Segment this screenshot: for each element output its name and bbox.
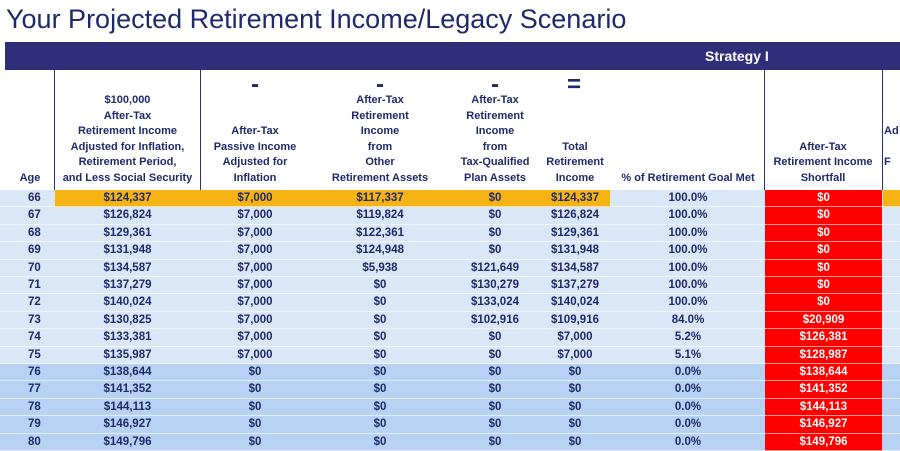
cell-goal: 100.0%: [668, 261, 708, 274]
header-total-line: Total: [562, 140, 588, 153]
cell-passive: $7,000: [237, 244, 273, 257]
first-row-highlight: [883, 190, 900, 207]
cell-age: 77: [28, 383, 41, 396]
cell-goal: 5.1%: [674, 348, 702, 361]
cell-shortfall: $126,381: [799, 331, 848, 344]
cell-base: $133,381: [103, 331, 152, 344]
cell-taxq: $0: [488, 400, 502, 413]
cell-taxq: $130,279: [471, 279, 519, 291]
header-taxq-line: Retirement: [466, 109, 524, 122]
table-row: [0, 190, 900, 207]
column-divider: [54, 70, 55, 190]
cell-base: $124,337: [103, 192, 152, 204]
cell-shortfall: $128,987: [799, 348, 848, 361]
cell-age: 71: [28, 279, 41, 291]
cell-age: 67: [28, 209, 41, 222]
header-other-assets: [320, 93, 440, 186]
column-header-row: [0, 70, 900, 190]
header-other-line: from: [367, 140, 393, 153]
cell-base: $130,825: [103, 313, 152, 326]
cell-age: 69: [28, 244, 41, 257]
header-passive-line: Inflation: [233, 171, 277, 184]
cell-age: 73: [28, 313, 41, 326]
table-row: [0, 260, 900, 277]
header-total-line: Retirement: [546, 156, 604, 168]
cell-other: $0: [373, 296, 387, 309]
cell-total: $0: [568, 366, 582, 378]
cell-other: $0: [373, 383, 387, 396]
cell-total: $124,337: [551, 192, 599, 204]
cell-shortfall: $0: [817, 209, 830, 222]
cell-goal: 84.0%: [671, 313, 705, 326]
cell-age: 68: [28, 226, 41, 239]
cell-other: $0: [373, 418, 387, 431]
cell-passive: $7,000: [237, 226, 273, 239]
cell-taxq: $102,916: [471, 313, 519, 326]
cell-other: $117,337: [356, 192, 404, 204]
cell-total: $7,000: [557, 331, 593, 344]
cell-goal: 0.0%: [674, 383, 702, 396]
cell-other: $5,938: [362, 261, 398, 274]
header-other-line: Retirement: [351, 109, 409, 122]
header-base-line: and Less Social Security: [62, 171, 193, 184]
table-row: [0, 294, 900, 311]
cell-shortfall: $0: [817, 279, 830, 291]
minus-operator-2: -: [376, 71, 384, 98]
table-row: [0, 416, 900, 433]
header-passive-line: After-Tax: [231, 125, 279, 137]
cell-other: $0: [373, 435, 387, 448]
table-row: [0, 329, 900, 346]
cell-other: $122,361: [356, 226, 404, 239]
cell-base: $140,024: [103, 296, 152, 309]
header-partial-line: Ad: [884, 124, 899, 137]
cell-passive: $7,000: [237, 348, 273, 361]
header-shortfall: [764, 140, 882, 187]
cell-base: $146,927: [103, 418, 152, 431]
header-shortfall-line: Retirement Income: [773, 156, 873, 168]
table-row: [0, 277, 900, 294]
table-row: [0, 242, 900, 259]
header-shortfall-line: Shortfall: [800, 171, 846, 184]
cell-goal: 100.0%: [668, 226, 708, 239]
cell-total: $137,279: [551, 279, 599, 291]
cell-taxq: $0: [488, 418, 502, 431]
cell-shortfall: $20,909: [802, 313, 845, 326]
header-other-line: Income: [360, 125, 400, 137]
cell-goal: 5.2%: [674, 331, 702, 344]
cell-other: $0: [373, 348, 387, 361]
column-divider: [200, 70, 201, 190]
cell-passive: $7,000: [237, 296, 273, 309]
cell-other: $0: [373, 331, 387, 344]
cell-taxq: $0: [488, 383, 502, 396]
cell-shortfall: $0: [817, 192, 830, 204]
cell-goal: 100.0%: [668, 192, 708, 204]
cell-taxq: $0: [488, 435, 502, 448]
cell-other: $0: [373, 279, 387, 291]
cell-taxq: $0: [488, 348, 502, 361]
header-base-line: Retirement Period,: [78, 156, 177, 168]
cell-passive: $7,000: [237, 261, 273, 274]
strategy-header-band: [5, 42, 900, 70]
cell-shortfall: $138,644: [799, 366, 848, 378]
cell-goal: 100.0%: [668, 209, 708, 222]
header-taxq-line: Income: [475, 125, 515, 137]
header-passive-line: Adjusted for: [222, 156, 288, 168]
table-row: [0, 381, 900, 398]
cell-passive: $7,000: [237, 279, 273, 291]
table-row: [0, 347, 900, 364]
cell-age: 78: [28, 400, 41, 413]
cell-base: $129,361: [103, 226, 152, 239]
cell-age: 72: [28, 296, 41, 309]
table-row: [0, 225, 900, 242]
cell-shortfall: $141,352: [799, 383, 848, 396]
cell-goal: 0.0%: [674, 366, 702, 378]
cell-age: 79: [28, 418, 41, 431]
cell-goal: 100.0%: [668, 244, 708, 257]
cell-goal: 100.0%: [668, 296, 708, 309]
cell-other: $124,948: [356, 244, 404, 257]
cell-base: $135,987: [103, 348, 152, 361]
header-base-line: After-Tax: [103, 109, 152, 122]
cell-base: $134,587: [103, 261, 152, 274]
cell-base: $141,352: [103, 383, 152, 396]
cell-base: $137,279: [103, 279, 152, 291]
cell-passive: $7,000: [237, 331, 273, 344]
cell-taxq: $0: [488, 209, 502, 222]
header-other-line: Retirement Assets: [331, 171, 429, 184]
cell-shortfall: $146,927: [799, 418, 848, 431]
cell-shortfall: $0: [817, 244, 830, 257]
cell-shortfall: $144,113: [799, 400, 848, 413]
strategy-label: Strategy I: [705, 48, 769, 64]
cell-base: $138,644: [103, 366, 152, 378]
cell-shortfall: $0: [817, 226, 830, 239]
header-base-income: [55, 93, 200, 186]
header-base-line: Retirement Income: [77, 125, 178, 137]
cell-taxq: $0: [488, 244, 502, 257]
cell-passive: $0: [248, 435, 262, 448]
cell-total: $0: [568, 400, 582, 413]
cell-total: $0: [568, 435, 582, 448]
cell-age: 75: [28, 348, 41, 361]
header-partial-next-column: [884, 124, 900, 171]
cell-other: $119,824: [356, 209, 404, 222]
cell-total: $0: [568, 383, 582, 396]
minus-operator-1: -: [251, 71, 259, 98]
cell-goal: 0.0%: [674, 400, 702, 413]
table-row: [0, 434, 900, 451]
cell-age: 70: [28, 261, 41, 274]
header-passive-line: Passive Income: [213, 140, 297, 153]
cell-base: $131,948: [103, 244, 152, 257]
header-shortfall-line: After-Tax: [799, 140, 847, 153]
cell-passive: $0: [248, 400, 262, 413]
header-other-line: Other: [365, 156, 395, 168]
cell-taxq: $121,649: [471, 261, 519, 274]
cell-other: $0: [373, 400, 387, 413]
cell-taxq: $133,024: [471, 296, 519, 309]
header-taxq-line: from: [482, 140, 508, 153]
cell-other: $0: [373, 313, 387, 326]
cell-goal: 0.0%: [674, 418, 702, 431]
table-row: [0, 399, 900, 416]
cell-taxq: $0: [488, 192, 502, 204]
cell-goal: 100.0%: [668, 279, 708, 291]
header-age: [5, 171, 55, 187]
cell-total: $7,000: [557, 348, 593, 361]
header-taxq-line: Tax-Qualified: [460, 156, 530, 168]
cell-taxq: $0: [488, 366, 502, 378]
header-base-line: $100,000: [104, 94, 151, 106]
cell-taxq: $0: [488, 331, 502, 344]
cell-total: $134,587: [551, 261, 599, 274]
cell-passive: $7,000: [237, 313, 273, 326]
cell-age: 74: [28, 331, 41, 344]
header-partial-line: F: [884, 155, 891, 168]
cell-shortfall: $0: [817, 261, 830, 274]
cell-taxq: $0: [488, 226, 502, 239]
header-taxq-line: Plan Assets: [464, 171, 526, 184]
cell-age: 76: [28, 366, 41, 378]
cell-other: $0: [373, 366, 387, 378]
cell-total: $140,024: [551, 296, 599, 309]
header-total-income: [540, 140, 610, 187]
cell-total: $109,916: [551, 313, 599, 326]
cell-shortfall: $149,796: [799, 435, 848, 448]
cell-total: $131,948: [551, 244, 599, 257]
cell-goal: 0.0%: [674, 435, 702, 448]
cell-base: $149,796: [103, 435, 152, 448]
cell-base: $126,824: [103, 209, 152, 222]
table-row: [0, 207, 900, 224]
cell-passive: $0: [248, 418, 262, 431]
equals-operator: =: [566, 71, 581, 98]
table-row: [0, 364, 900, 381]
header-taxq-line: After-Tax: [471, 94, 519, 106]
header-goal-met: [612, 171, 764, 187]
minus-operator-3: -: [491, 71, 499, 98]
header-tax-qualified: [450, 93, 540, 186]
cell-passive: $0: [248, 383, 262, 396]
cell-age: 80: [28, 435, 41, 448]
cell-passive: $7,000: [237, 192, 273, 204]
cell-passive: $7,000: [237, 209, 273, 222]
header-goal-line: % of Retirement Goal Met: [621, 171, 755, 184]
cell-total: $0: [568, 418, 582, 431]
header-passive-income: [200, 124, 310, 186]
cell-total: $129,361: [551, 226, 599, 239]
cell-passive: $0: [248, 366, 262, 378]
header-age-text: Age: [19, 171, 41, 184]
page-title: Your Projected Retirement Income/Legacy Scenario: [6, 4, 627, 34]
header-base-line: Adjusted for Inflation,: [70, 140, 185, 153]
cell-age: 66: [28, 192, 41, 204]
table-row: [0, 312, 900, 329]
cell-shortfall: $0: [817, 296, 830, 309]
cell-base: $144,113: [103, 400, 152, 413]
cell-total: $126,824: [551, 209, 599, 222]
header-total-line: Income: [555, 171, 595, 184]
header-other-line: After-Tax: [356, 94, 404, 106]
